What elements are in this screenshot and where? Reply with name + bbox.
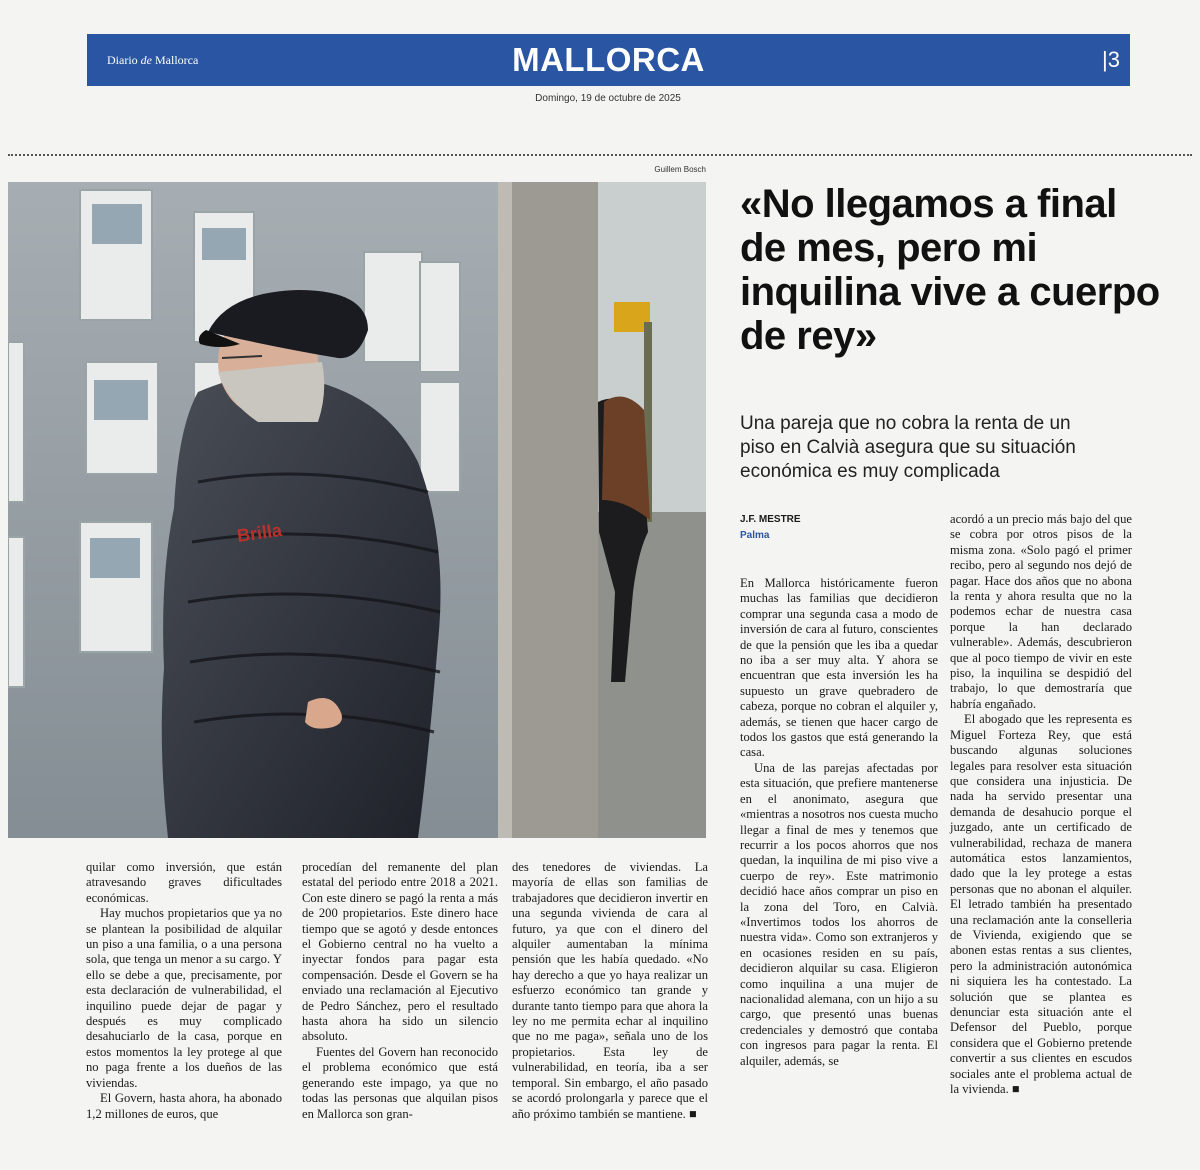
article-column-bottom-mid — [302, 860, 498, 1122]
article-column-bottom-right — [512, 860, 708, 1122]
paragraph: des tenedores de viviendas. La mayoría de ellas son familias de trabajadores que decidieron invertir en una segunda vivienda de cara al futuro, ya que con el dinero del alquiler aumentaban la mínima pensión que les había quedado. «No hay derecho a que yo haya realizar un esfuerzo económico tan grande y durante tanto tiempo para que ahora la ley no me permita echar al inquilino que no me paga», señala uno de los propietarios. Esta ley de vulnerabilidad, en teoría, iba a ser temporal. Sin embargo, el año pasado se acordó prolongarla y parece que el año próximo también se mantiene. ■ — [512, 860, 708, 1121]
paragraph: procedían del remanente del plan estatal del periodo entre 2018 a 2021. Con este dinero se pagó la renta a más de 200 propietarios. Este dinero hace tiempo que se agotó y desde entonces el Gobierno central no ha vuelto a inyectar fondos para pagar esta compensación. Desde el Govern se ha enviado una reclamación al Ejecutivo de Pedro Sánchez, pero el resultado hasta ahora ha sido un silencio absoluto. — [302, 860, 498, 1044]
headline: «No llegamos a final de mes, pero mi inquilina vive a cuerpo de rey» — [740, 182, 1160, 358]
paragraph: acordó a un precio más bajo del que se cobra por otros pisos de la misma zona. «Solo pagó el primer recibo, pero al segundo nos dejó de pagar. Hace dos años que no abona la renta y ahora resulta que no la podemos echar de nuestra casa porque la han declarado vulnerable». Además, descubrieron que al poco tiempo de vivir en este piso, la inquilina se despidió del trabajo, lo que demostraría que habría engañado. — [950, 512, 1132, 711]
paragraph: En Mallorca históricamente fueron muchas las familias que decidieron comprar una segunda casa a modo de inversión de cara al futuro, conscientes de que la pensión que les iba a quedar no iba a ser muy alta. Y ahora se encuentran que esta inversión les ha supuesto un grave quebradero de cabeza, porque no cobran el alquiler y, además, se tienen que hacer cargo de todos los gastos que está generando la casa. — [740, 576, 938, 760]
svg-text:Brilla: Brilla — [235, 519, 284, 546]
subheadline: Una pareja que no cobra la renta de un piso en Calvià asegura que su situación económica es muy complicada — [740, 413, 1076, 482]
section-title: MALLORCA — [512, 41, 705, 78]
byline-author: J.F. MESTRE — [740, 514, 801, 525]
paragraph: Hay muchos propietarios que ya no se plantean la posibilidad de alquilar un piso a una familia, o a una persona sola, que tenga un menor a su cargo. Y ello se debe a que, precisamente, por esta declaración de vulnerabilidad, el inquilino puede dejar de pagar y después es muy complicado desahuciarlo de la casa, porque en estos momentos la ley protege al que no paga frente a los dueños de las viviendas. — [86, 906, 282, 1090]
article-column-bottom-left — [86, 860, 282, 1122]
masthead — [87, 34, 1130, 86]
page-number: |3 — [1102, 47, 1120, 72]
issue-date: Domingo, 19 de octubre de 2025 — [535, 93, 681, 104]
paragraph: Una de las parejas afectadas por esta situación, que prefiere mantenerse en el anonimato, asegura que «mientras a nosotros nos cuesta mucho llegar a final de mes y tenemos que recurrir a los pocos ahorros que nos quedan, la inquilina de mi piso vive a cuerpo de rey». Este matrimonio decidió hace años comprar un piso en la zona del Toro, en Calvià. «Invertimos todos los ahorros de nuestra vida». Como son extranjeros y en ocasiones residen en su país, decidieron alquilar su casa. Eligieron como inquilina a una mujer de nacionalidad alemana, con un hijo a su cargo, que presentó unas buenas credenciales y demostró que contaba con ingresos para pagar la renta. El alquiler, además, se — [740, 760, 938, 1068]
article-column-right-2 — [950, 512, 1132, 1097]
dotted-divider — [8, 154, 1192, 156]
paragraph: quilar como inversión, que están atravesando graves dificultades económicas. — [86, 860, 282, 905]
article-photo — [8, 182, 706, 838]
article-column-right-1 — [740, 576, 938, 1069]
paragraph: El abogado que les representa es Miguel Forteza Rey, que está buscando algunas soluciones legales para resolver esta situación que considera una injusticia. De nada ha servido presentar una demanda de desahucio porque el juzgado, ante un certificado de vulnerabilidad, rechaza de manera automática estos lanzamientos, dado que la ley protege a estas personas que no abonan el alquiler. El letrado también ha presentado una reclamación ante la conselleria de Vivienda, exigiendo que se abonen estas rentas a sus clientes, pero la administración autonómica ni siquiera les ha contestado. La solución que se plantea es denunciar esta situación ante el Defensor del Pueblo, porque considera que el Gobierno pretende convertir a sus clientes en escudos sociales ante el problema actual de la vivienda. ■ — [950, 712, 1132, 1097]
paragraph: El Govern, hasta ahora, ha abonado 1,2 millones de euros, que — [86, 1091, 282, 1121]
byline-place: Palma — [740, 530, 770, 541]
photo-credit: Guillem Bosch — [654, 165, 706, 174]
photo-illustration — [8, 182, 706, 838]
newspaper-logo: Diario de Mallorca — [107, 53, 199, 67]
paragraph: Fuentes del Govern han reconocido el problema económico que está generando este impago, ya que no todas las personas que alquilan pisos en Mallorca son gran- — [302, 1044, 498, 1121]
